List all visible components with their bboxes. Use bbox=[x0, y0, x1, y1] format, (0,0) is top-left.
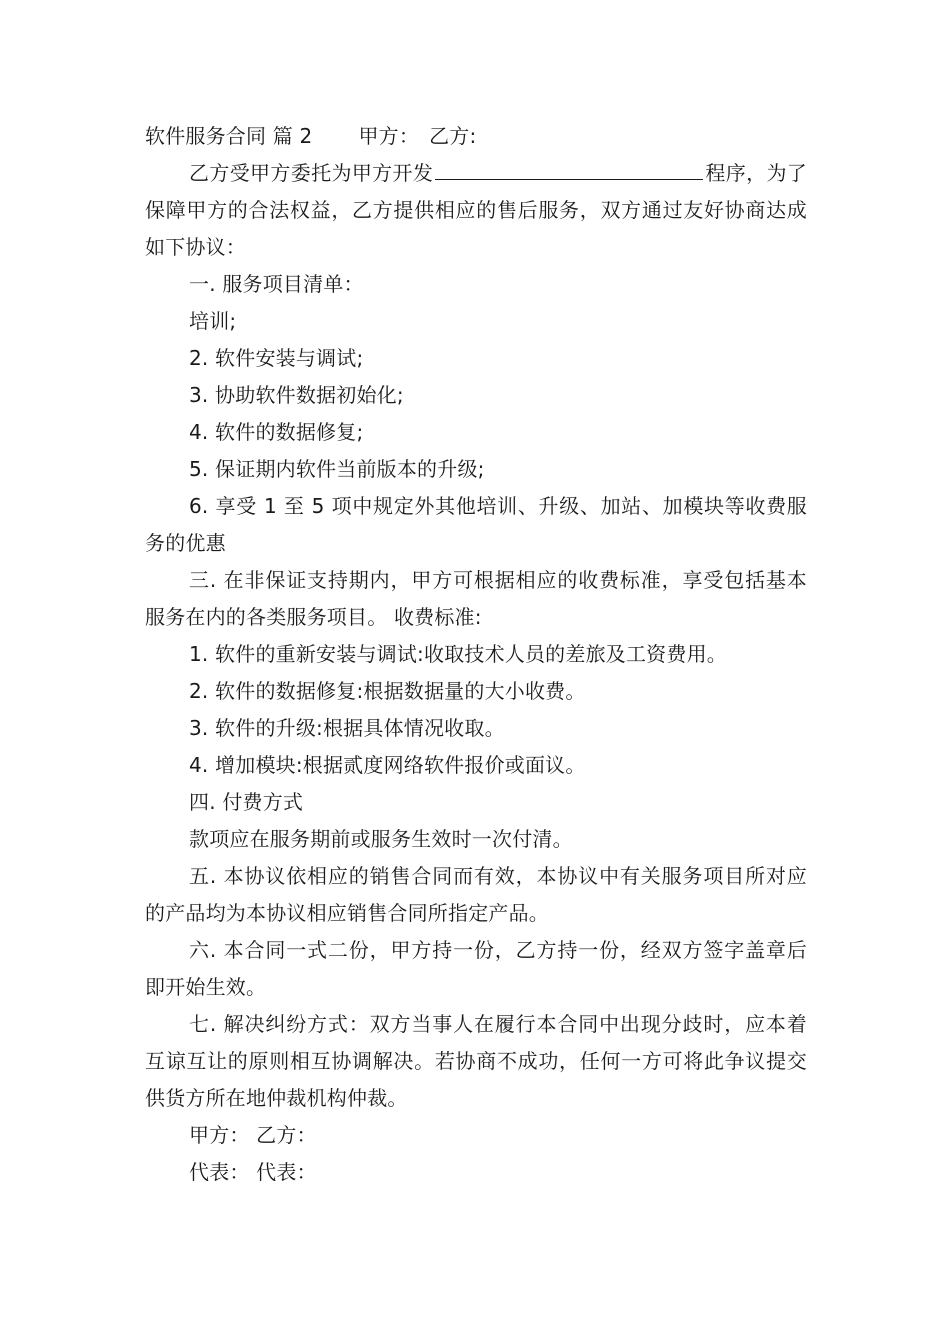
contract-title: 软件服务合同 篇 2 bbox=[145, 124, 313, 148]
section-6-paragraph: 六. 本合同一式二份，甲方持一份，乙方持一份，经双方签字盖章后即开始生效。 bbox=[145, 938, 807, 999]
list-item-training: 培训; bbox=[189, 309, 237, 333]
fee-item-upgrade: 3. 软件的升级:根据具体情况收取。 bbox=[189, 716, 505, 740]
section-7-paragraph: 七. 解决纠纷方式：双方当事人在履行本合同中出现分歧时，应本着互谅互让的原则相互协调解决。若协商不成功，任何一方可将此争议提交供货方所在地仲裁机构仲裁。 bbox=[145, 1012, 807, 1110]
fee-item-module: 4. 增加模块:根据贰度网络软件报价或面议。 bbox=[189, 753, 586, 777]
party-b-label: 乙方: bbox=[429, 124, 477, 148]
section-4-heading: 四. 付费方式 bbox=[189, 790, 304, 814]
intro-text-after: 程序，为了保障甲方的合法权益，乙方提供相应的售后服务，双方通过友好协商达成如下协议： bbox=[145, 161, 807, 259]
list-item-discount: 6. 享受 1 至 5 项中规定外其他培训、升级、加站、加模块等收费服务的优惠 bbox=[145, 494, 807, 555]
fee-item-repair: 2. 软件的数据修复:根据数据量的大小收费。 bbox=[189, 679, 586, 703]
signature-parties: 甲方： 乙方： bbox=[189, 1123, 317, 1147]
payment-text: 款项应在服务期前或服务生效时一次付清。 bbox=[189, 827, 573, 851]
title-line bbox=[145, 118, 807, 155]
intro-text-before: 乙方受甲方委托为甲方开发 bbox=[189, 161, 434, 185]
section-1-heading: 一. 服务项目清单： bbox=[189, 272, 364, 296]
signature-representatives: 代表： 代表： bbox=[189, 1160, 317, 1184]
party-a-label: 甲方： bbox=[358, 124, 420, 148]
section-5-paragraph: 五. 本协议依相应的销售合同而有效，本协议中有关服务项目所对应的产品均为本协议相应销售合同所指定产品。 bbox=[145, 864, 807, 925]
program-name-blank bbox=[435, 157, 703, 180]
intro-paragraph bbox=[145, 155, 807, 266]
fee-item-reinstall: 1. 软件的重新安装与调试:收取技术人员的差旅及工资费用。 bbox=[189, 642, 727, 666]
list-item-install: 2. 软件安装与调试; bbox=[189, 346, 364, 370]
section-3-paragraph: 三. 在非保证支持期内，甲方可根据相应的收费标准，享受包括基本服务在内的各类服务项目。 收费标准: bbox=[145, 568, 807, 629]
document-body bbox=[145, 118, 807, 1191]
list-item-upgrade: 5. 保证期内软件当前版本的升级; bbox=[189, 457, 485, 481]
list-item-repair: 4. 软件的数据修复; bbox=[189, 420, 364, 444]
list-item-init: 3. 协助软件数据初始化; bbox=[189, 383, 404, 407]
